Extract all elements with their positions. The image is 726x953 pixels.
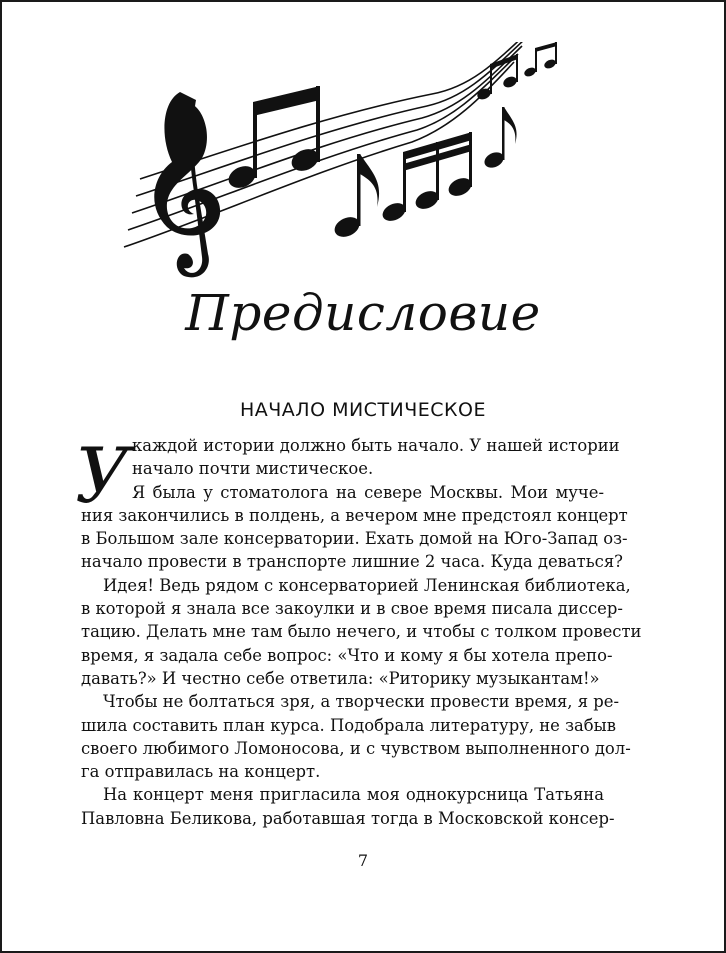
text-line: га отправилась на концерт. xyxy=(81,762,321,782)
text-line: Идея! Ведь рядом с консерваторией Ленинская библиотека, xyxy=(103,575,631,595)
text-line: Павловна Беликова, работавшая тогда в Московской консер- xyxy=(81,808,615,828)
text-line: давать?» И честно себе ответила: «Риторику музыкантам!» xyxy=(81,668,600,688)
text-line: шила составить план курса. Подобрала литературу, не забыв xyxy=(81,715,616,735)
music-staff-treble-clef-notes-icon xyxy=(122,42,572,287)
drop-cap: У xyxy=(75,431,130,520)
section-heading: НАЧАЛО МИСТИЧЕСКОЕ xyxy=(239,399,487,421)
text-line: На концерт меня пригласила моя однокурсница Татьяна xyxy=(103,785,604,805)
text-line: в Большом зале консерватории. Ехать домой на Юго-Запад оз- xyxy=(81,529,628,549)
text-line: Я была у стоматолога на севере Москвы. Мои муче- xyxy=(132,482,604,502)
chapter-title: Предисловие xyxy=(185,284,541,342)
text-line: Чтобы не болтаться зря, а творчески провести время, я ре- xyxy=(103,692,620,712)
text-line: каждой истории должно быть начало. У нашей истории xyxy=(132,436,620,455)
text-line: своего любимого Ломоносова, и с чувством выполненного дол- xyxy=(81,738,631,758)
text-line: тацию. Делать мне там было нечего, и чтобы с толком провести xyxy=(81,622,642,642)
text-line: начало почти мистическое. xyxy=(132,459,374,479)
text-line: ния закончились в полдень, а вечером мне предстоял концерт xyxy=(81,505,628,525)
body-text xyxy=(75,431,642,830)
text-line: начало провести в транспорте лишние 2 часа. Куда деваться? xyxy=(81,552,623,572)
page-number: 7 xyxy=(357,851,369,870)
text-line: время, я задала себе вопрос: «Что и кому я бы хотела препо- xyxy=(81,645,613,665)
text-line: в которой я знала все закоулки и в свое время писала диссер- xyxy=(81,599,623,619)
